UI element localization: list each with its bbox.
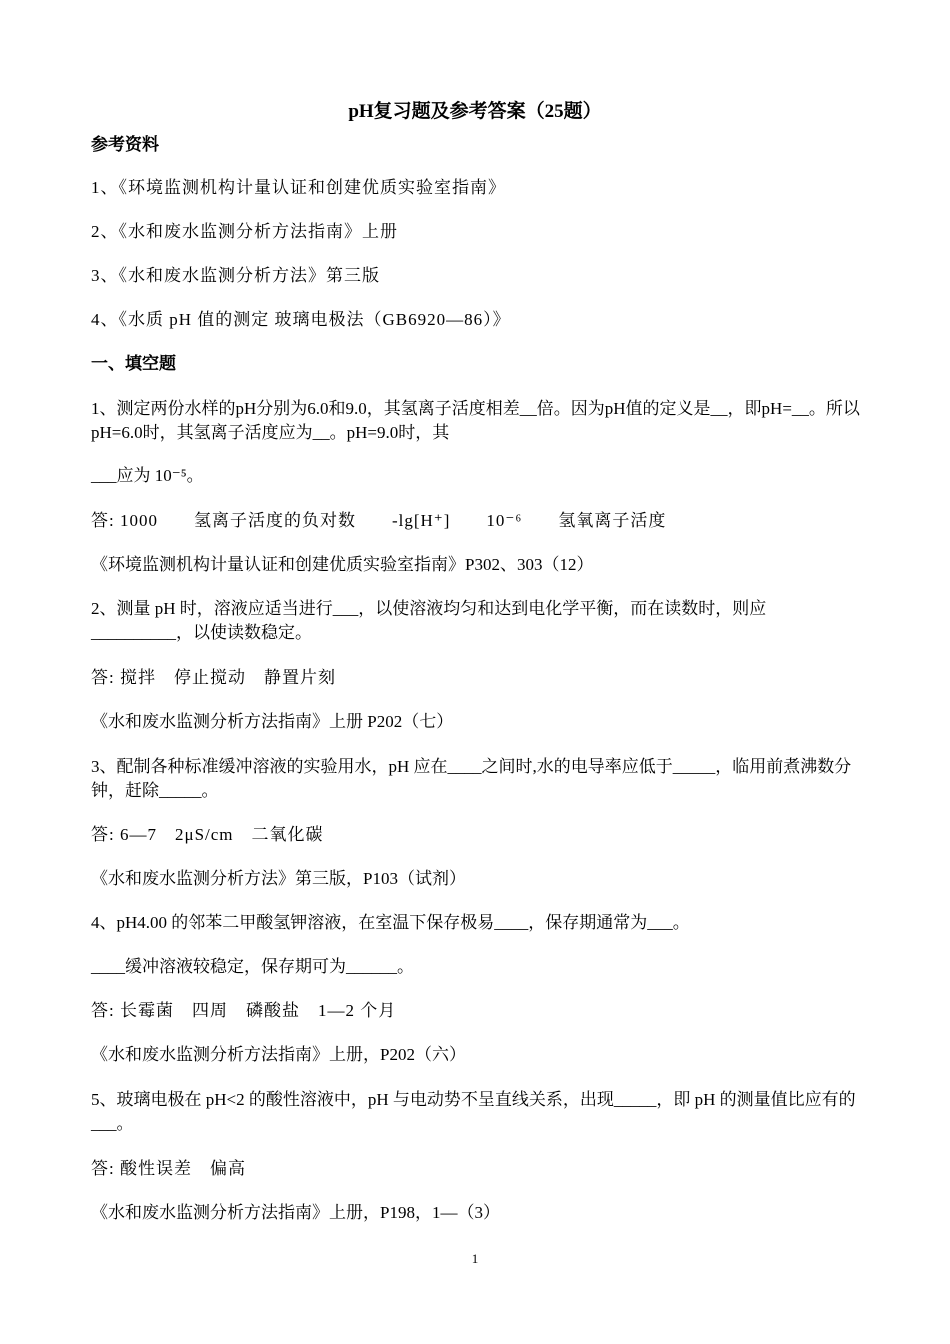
document-title: pH复习题及参考答案（25题） <box>348 101 602 122</box>
question-text-continued: ___应为 10⁻⁵。 <box>91 466 204 485</box>
references-heading: 参考资料 <box>91 135 159 154</box>
question-text: 1、测定两份水样的pH分别为6.0和9.0，其氢离子活度相差__倍。因为pH值的定义是__，即pH=__。所以pH=6.0时，其氢离子活度应为__。pH=9.0时，其 <box>91 399 860 442</box>
question-text-continued: ____缓冲溶液较稳定，保存期可为______。 <box>91 957 414 976</box>
reference-item: 3、《水和废水监测分析方法》第三版 <box>91 266 380 285</box>
section-heading: 一、填空题 <box>91 354 176 373</box>
reference-item: 1、《环境监测机构计量认证和创建优质实验室指南》 <box>91 178 506 197</box>
source-citation: 《水和废水监测分析方法指南》上册，P198，1—（3） <box>91 1203 500 1222</box>
answer-text: 答: 酸性误差 偏高 <box>91 1159 246 1178</box>
reference-item: 2、《水和废水监测分析方法指南》上册 <box>91 222 398 241</box>
question-text: 5、玻璃电极在 pH<2 的酸性溶液中，pH 与电动势不呈直线关系，出现_____，即 pH 的测量值比应有的___。 <box>91 1090 856 1133</box>
page-number: 1 <box>471 1251 479 1266</box>
answer-text: 答: 搅拌 停止搅动 静置片刻 <box>91 668 336 687</box>
reference-item: 4、《水质 pH 值的测定 玻璃电极法（GB6920—86）》 <box>91 310 511 329</box>
question-text: 4、pH4.00 的邻苯二甲酸氢钾溶液，在室温下保存极易____，保存期通常为___。 <box>91 913 690 932</box>
source-citation: 《水和废水监测分析方法指南》上册，P202（六） <box>91 1045 466 1064</box>
source-citation: 《环境监测机构计量认证和创建优质实验室指南》P302、303（12） <box>91 555 594 574</box>
source-citation: 《水和废水监测分析方法指南》上册 P202（七） <box>91 712 454 731</box>
answer-text: 答: 6—7 2μS/cm 二氧化碳 <box>91 825 324 844</box>
answer-text: 答: 1000 氢离子活度的负对数 -lg[H⁺] 10⁻⁶ 氢氧离子活度 <box>91 511 667 530</box>
answer-text: 答: 长霉菌 四周 磷酸盐 1—2 个月 <box>91 1001 397 1020</box>
question-text: 2、测量 pH 时，溶液应适当进行___，以使溶液均匀和达到电化学平衡，而在读数时，则应__________，以使读数稳定。 <box>91 599 767 642</box>
question-text: 3、配制各种标准缓冲溶液的实验用水，pH 应在____之间时,水的电导率应低于_____，临用前煮沸数分钟，赶除_____。 <box>91 757 852 800</box>
source-citation: 《水和废水监测分析方法》第三版，P103（试剂） <box>91 869 466 888</box>
